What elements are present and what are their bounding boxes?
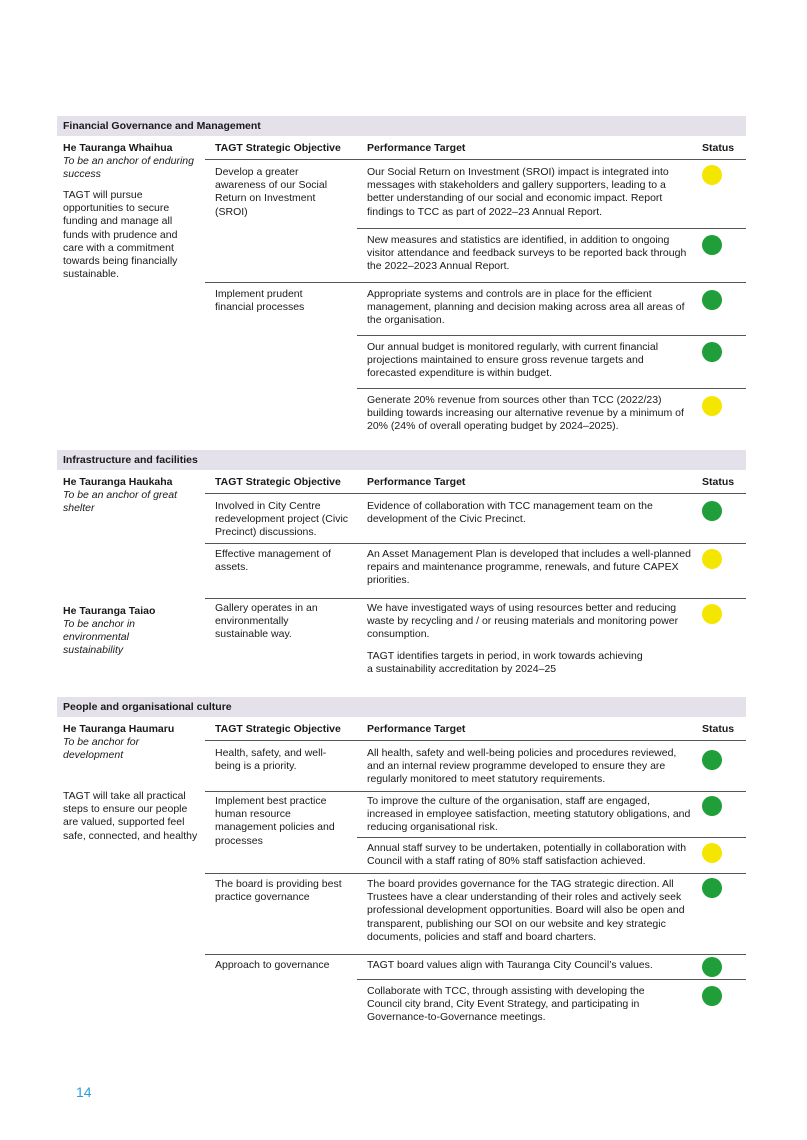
divider [357,228,746,229]
col-header-target: Performance Target [367,723,466,735]
divider [357,388,746,389]
performance-target: Generate 20% revenue from sources other than TCC (2022/23) building towards increasing our alternative revenue by a minimum of 20% (24% of overall operating budget by 2024–2025). [367,394,684,433]
divider [205,740,746,741]
performance-target: Collaborate with TCC, through assisting with developing the Council city brand, City Event Strategy, and participating in Governance-to-Governance meetings. [367,985,645,1024]
col-header-status: Status [702,723,735,735]
performance-target: An Asset Management Plan is developed that includes a well-planned repairs and maintenance programme, renewals, and future CAPEX priorities. [367,548,691,587]
performance-target: Annual staff survey to be undertaken, potentially in collaboration with Council with a staff rating of 80% staff satisfaction achieved. [367,842,687,868]
financial-section-title: Financial Governance and Management [57,116,746,136]
infrastructure-section-title: Infrastructure and facilities [57,450,746,470]
people-section [57,697,746,1037]
performance-target: Appropriate systems and controls are in place for the efficient management, planning and decision making across area all areas of the organisation. [367,288,685,327]
objective: Gallery operates in an environmentally sustainable way. [215,602,318,641]
pillar-subtitle: To be anchor in environmental sustainability [63,618,135,657]
infrastructure-section [57,450,746,690]
status-dot-yellow [702,549,722,569]
col-header-status: Status [702,476,735,488]
divider [205,493,746,494]
divider [205,159,746,160]
divider [357,335,746,336]
performance-target: To improve the culture of the organisation, staff are engaged, increased in employee satisfaction, meeting statutory obligations, and reducing organisational risk. [367,795,691,834]
col-header-objective: TAGT Strategic Objective [215,476,341,488]
status-dot-green [702,796,722,816]
divider [205,598,746,599]
pillar-subtitle: To be anchor for development [63,736,140,762]
objective: Involved in City Centre redevelopment project (Civic Precinct) discussions. [215,500,349,539]
status-dot-green [702,878,722,898]
status-dot-yellow [702,604,722,624]
col-header-status: Status [702,142,735,154]
performance-target: Our annual budget is monitored regularly, with current financial projections maintained to ensure gross revenue targets and forecasted expenditure is within budget. [367,341,659,380]
pillar-name: He Tauranga Haumaru [63,723,175,735]
objective: Health, safety, and well-being is a priority. [215,747,327,773]
divider [205,791,746,792]
status-dot-green [702,986,722,1006]
status-dot-yellow [702,165,722,185]
objective: Implement best practice human resource management policies and processes [215,795,335,847]
performance-target: Evidence of collaboration with TCC management team on the development of the Civic Precinct. [367,500,653,526]
pillar-description: TAGT will pursue opportunities to secure funding and manage all funds with prudence and care with a commitment towards being financially sustainable. [63,189,178,281]
divider [357,837,746,838]
performance-target: TAGT identifies targets in period, in work towards achieving a sustainability accreditation by 2024–25 [367,650,643,676]
performance-target: TAGT board values align with Tauranga City Council’s values. [367,959,653,971]
col-header-target: Performance Target [367,476,466,488]
pillar-description: TAGT will take all practical steps to ensure our people are valued, supported feel safe, connected, and healthy [63,790,198,842]
divider [205,873,746,874]
divider [205,543,746,544]
performance-target: We have investigated ways of using resources better and reducing waste by recycling and / or reusing materials and monitoring power consumption. [367,602,679,641]
page-number: 14 [76,1084,92,1100]
performance-target: The board provides governance for the TAG strategic direction. All Trustees have a clear understanding of their roles and actively seek professional development opportunities. Board will also be open and transparent, publishing our SOI on our website and key strategic documents, policies and staff and board charters. [367,878,685,943]
performance-target: Our Social Return on Investment (SROI) impact is integrated into messages with stakeholders and gallery supporters, leading to a better understanding of our social and economic impact. Report findings to TCC as part of 2022–23 Annual Report. [367,166,669,218]
status-dot-green [702,501,722,521]
status-dot-green [702,957,722,977]
objective: Develop a greater awareness of our Social Return on Investment (SROI) [215,166,328,218]
status-dot-green [702,235,722,255]
status-dot-yellow [702,396,722,416]
divider [357,979,746,980]
pillar-name: He Tauranga Haukaha [63,476,173,488]
financial-section [57,116,746,436]
objective: Implement prudent financial processes [215,288,305,314]
objective: Approach to governance [215,959,330,971]
pillar-name: He Tauranga Taiao [63,605,156,617]
performance-target: All health, safety and well-being policies and procedures reviewed, and an internal review programme developed to ensure they are regularly monitored to meet statutory requirements. [367,747,677,786]
performance-target: New measures and statistics are identified, in addition to ongoing visitor attendance and feedback surveys to be reported back through the 2022–2023 Annual Report. [367,234,687,273]
divider [205,954,746,955]
col-header-objective: TAGT Strategic Objective [215,723,341,735]
status-dot-yellow [702,843,722,863]
objective: The board is providing best practice governance [215,878,342,904]
status-dot-green [702,342,722,362]
pillar-subtitle: To be an anchor of enduring success [63,155,194,181]
pillar-subtitle: To be an anchor of great shelter [63,489,178,515]
people-section-title: People and organisational culture [57,697,746,717]
divider [205,282,746,283]
objective: Effective management of assets. [215,548,331,574]
col-header-objective: TAGT Strategic Objective [215,142,341,154]
status-dot-green [702,750,722,770]
pillar-name: He Tauranga Whaihua [63,142,173,154]
status-dot-green [702,290,722,310]
col-header-target: Performance Target [367,142,466,154]
